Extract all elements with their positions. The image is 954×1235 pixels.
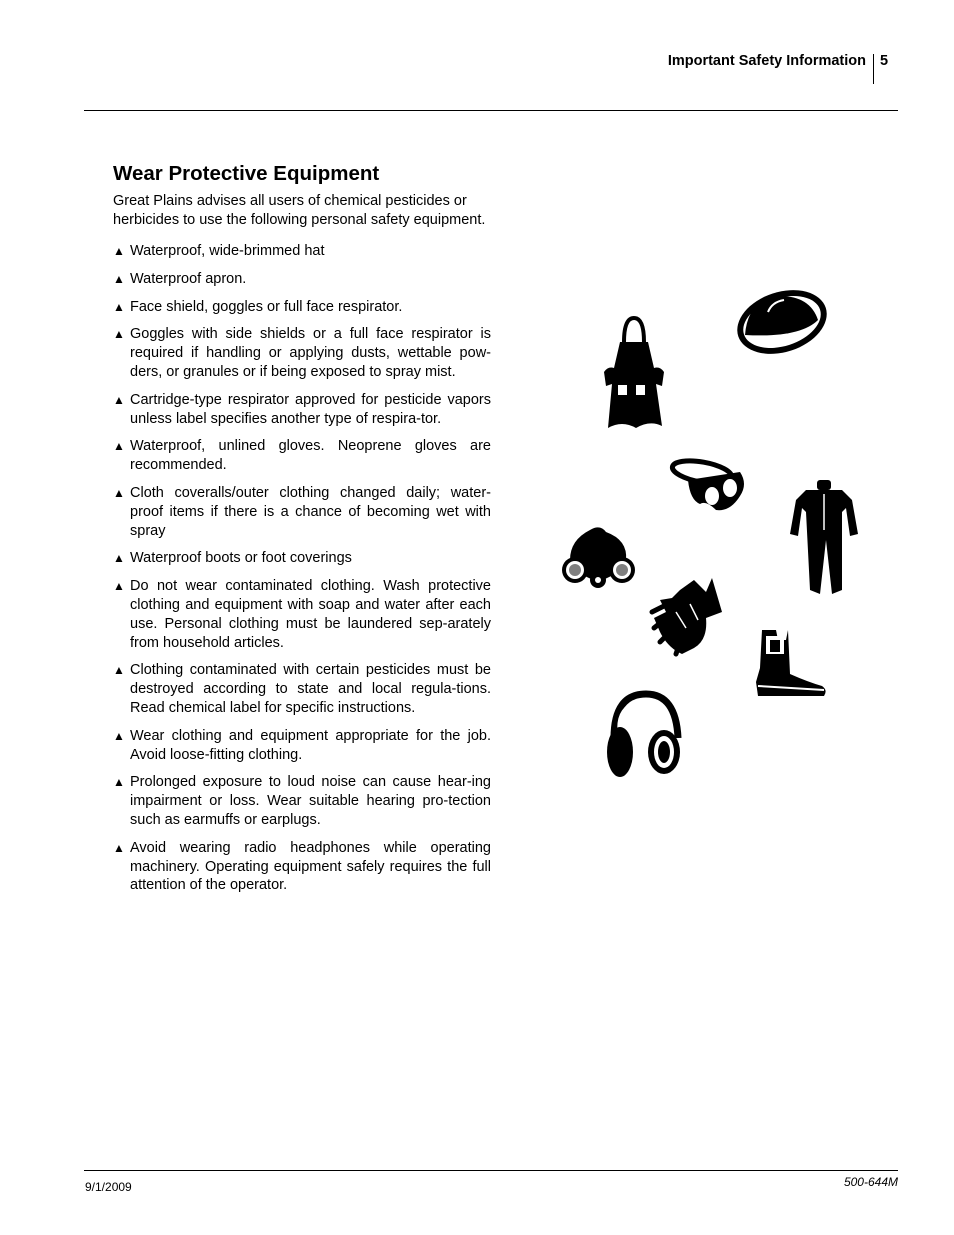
gloves-icon bbox=[652, 578, 722, 654]
page-title: Wear Protective Equipment bbox=[113, 162, 380, 185]
respirator-icon bbox=[562, 527, 635, 588]
bullet-triangle-icon: ▲ bbox=[113, 775, 125, 790]
bullet-triangle-icon: ▲ bbox=[113, 392, 125, 407]
bullet-triangle-icon: ▲ bbox=[113, 299, 125, 314]
bullet-triangle-icon: ▲ bbox=[113, 439, 125, 454]
hard-hat-icon bbox=[729, 279, 835, 364]
list-item: ▲ Goggles with side shields or a full face respirator is required if handling or applying dusts, wettable pow-ders, or granules or if being exposed to spray mist. bbox=[113, 326, 491, 380]
header-section-title: Important Safety Information bbox=[667, 53, 866, 69]
footer-document-number: 500-644M bbox=[843, 1175, 898, 1189]
bullet-triangle-icon: ▲ bbox=[113, 579, 125, 594]
list-item: ▲ Waterproof apron. bbox=[113, 270, 247, 287]
bullet-triangle-icon: ▲ bbox=[113, 485, 125, 500]
list-item: ▲ Waterproof, unlined gloves. Neoprene gloves are recommended. bbox=[113, 438, 491, 474]
list-item: ▲ Clothing contaminated with certain pesticides must be destroyed according to state and local regula-tions. Read chemical label for specific instructions. bbox=[113, 662, 491, 716]
bullet-triangle-icon: ▲ bbox=[113, 840, 125, 855]
bullet-triangle-icon: ▲ bbox=[113, 271, 125, 286]
bullet-triangle-icon: ▲ bbox=[113, 551, 125, 566]
bullet-triangle-icon: ▲ bbox=[113, 327, 125, 342]
goggles-icon bbox=[671, 457, 744, 510]
coveralls-icon bbox=[790, 480, 858, 594]
bullet-triangle-icon: ▲ bbox=[113, 663, 125, 678]
list-item: ▲ Face shield, goggles or full face respirator. bbox=[113, 298, 403, 315]
apron-icon bbox=[604, 318, 664, 428]
list-item: ▲ Cartridge-type respirator approved for pesticide vapors unless label specifies another type of respira-tor. bbox=[113, 391, 491, 427]
list-item: ▲ Waterproof boots or foot coverings bbox=[113, 550, 352, 567]
list-item: ▲ Cloth coveralls/outer clothing changed daily; water-proof items if there is a chance of becoming wet with spray bbox=[113, 484, 491, 539]
list-item: ▲ Do not wear contaminated clothing. Wash protective clothing and equipment with soap and water after each use. Personal clothing must be laundered sep-arately from household articles. bbox=[113, 578, 491, 651]
page-number: 5 bbox=[880, 53, 889, 69]
list-item: ▲ Wear clothing and equipment appropriate for the job. Avoid loose-fitting clothing. bbox=[113, 727, 491, 763]
list-item: ▲ Prolonged exposure to loud noise can cause hear-ing impairment or loss. Wear suitable hearing pro-tection such as earmuffs or earplugs. bbox=[113, 774, 491, 828]
list-item: ▲ Waterproof, wide-brimmed hat bbox=[113, 243, 325, 259]
bullet-triangle-icon: ▲ bbox=[113, 728, 125, 743]
earmuffs-icon bbox=[607, 694, 680, 777]
boot-icon bbox=[756, 630, 826, 696]
intro-paragraph: Great Plains advises all users of chemical pesticides or herbicides to use the following personal safety equipment. bbox=[113, 193, 486, 228]
list-item: ▲ Avoid wearing radio headphones while operating machinery. Operating equipment safely requires the full attention of the operator. bbox=[113, 839, 491, 894]
bullet-triangle-icon: ▲ bbox=[113, 244, 125, 258]
footer-date: 9/1/2009 bbox=[85, 1180, 132, 1194]
bottom-rule bbox=[84, 1170, 898, 1171]
